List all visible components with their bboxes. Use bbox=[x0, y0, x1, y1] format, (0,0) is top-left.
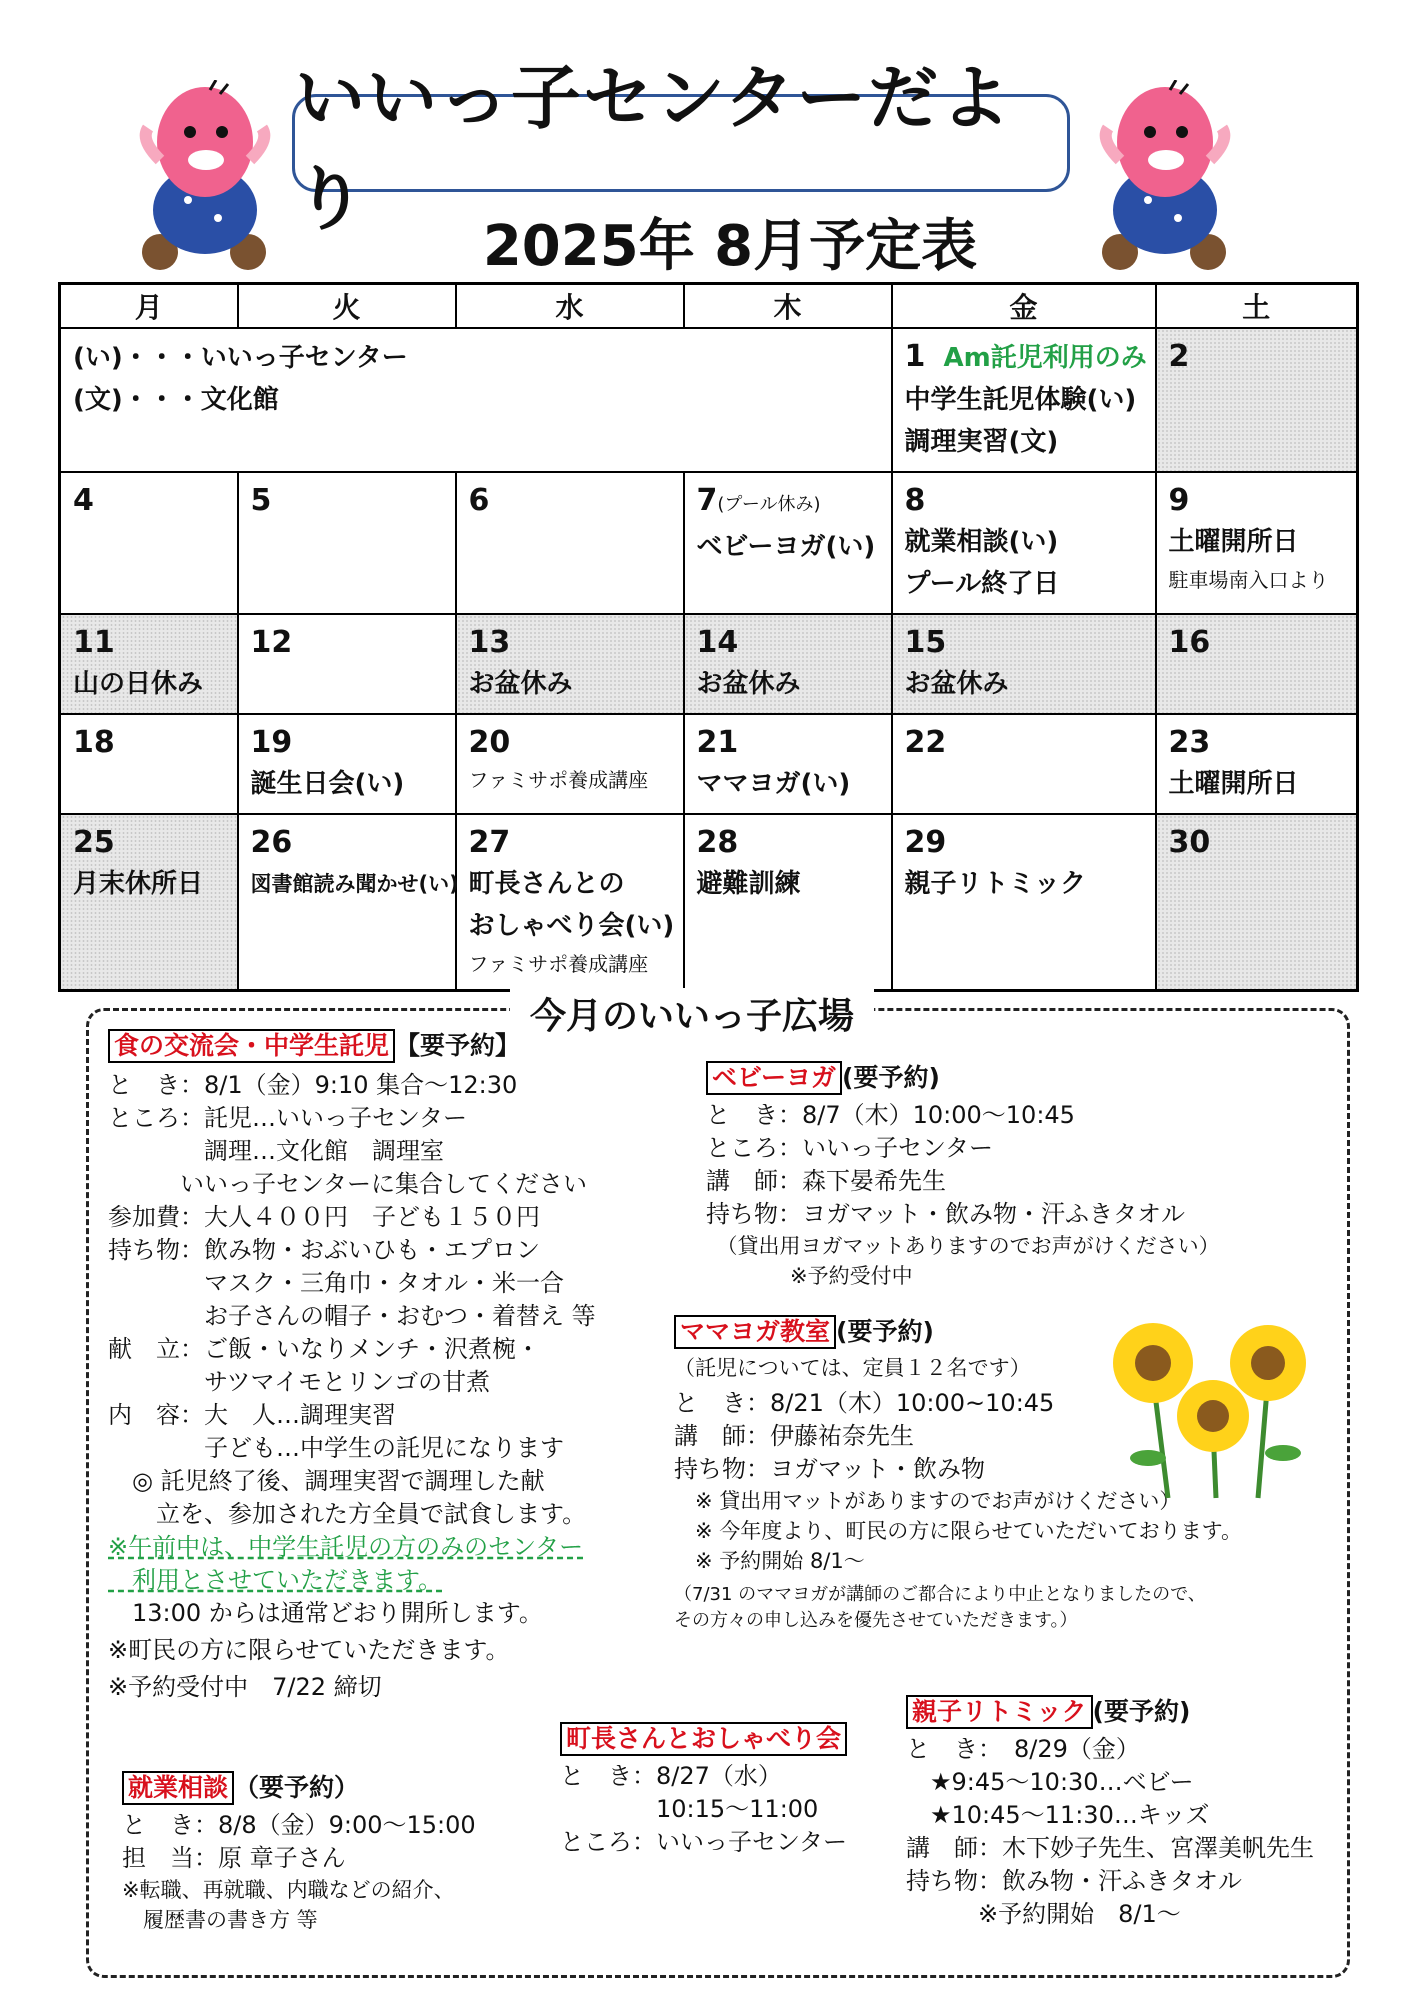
day-cell bbox=[1156, 814, 1358, 991]
food-line: 調理…文化館 調理室 bbox=[108, 1137, 444, 1165]
day-number: 29 bbox=[904, 824, 947, 860]
baby-yoga-req: (要予約) bbox=[842, 1063, 940, 1092]
baby-yoga-line: （貸出用ヨガマットありますのでお声がけください） bbox=[706, 1234, 1220, 1258]
day-cell bbox=[1156, 714, 1358, 814]
day-number: 13 bbox=[468, 624, 511, 660]
week-row bbox=[60, 714, 1358, 814]
day-cell bbox=[684, 714, 892, 814]
day-small-note: ファミサポ養成講座 bbox=[468, 767, 649, 792]
day-number: 26 bbox=[250, 824, 293, 860]
weekday-wed: 水 bbox=[456, 284, 684, 328]
day-note: (プール休み) bbox=[717, 493, 821, 515]
baby-yoga-line: 持ち物：ヨガマット・飲み物・汗ふきタオル bbox=[706, 1200, 1186, 1228]
day-cell bbox=[892, 814, 1156, 991]
day-number: 1 bbox=[904, 338, 926, 374]
page-subtitle: 2025年 8月予定表 bbox=[482, 214, 978, 279]
week-row bbox=[60, 814, 1358, 991]
day-cell bbox=[892, 472, 1156, 614]
mama-yoga-line: ※ 貸出用マットがありますのでお声がけください） bbox=[674, 1489, 1181, 1513]
day-event: 誕生日会(い) bbox=[250, 768, 405, 799]
day-event: 月末休所日 bbox=[73, 868, 204, 899]
day-event: 町長さんとの bbox=[468, 868, 625, 899]
day-number: 6 bbox=[468, 482, 490, 518]
day-number: 28 bbox=[696, 824, 739, 860]
day-event: 中学生託児体験(い) bbox=[904, 384, 1137, 415]
sunflower-icon bbox=[1108, 1308, 1318, 1508]
job-section bbox=[122, 1768, 542, 1935]
mama-yoga-line: ※ 予約開始 8/1～ bbox=[674, 1549, 865, 1573]
day-number: 22 bbox=[904, 724, 947, 760]
rhythmic-line: ★10:45～11:30…キッズ bbox=[906, 1801, 1210, 1829]
mama-yoga-line: ※ 今年度より、町民の方に限らせていただいております。 bbox=[674, 1519, 1242, 1543]
day-cell bbox=[684, 472, 892, 614]
mama-yoga-small-line: その方々の申し込みを優先させていただきます。） bbox=[674, 1610, 1078, 1631]
mama-yoga-req: (要予約) bbox=[836, 1317, 934, 1346]
day-cell bbox=[456, 714, 684, 814]
job-line: と き：8/8（金）9:00～15:00 bbox=[122, 1811, 476, 1839]
day-cell bbox=[684, 814, 892, 991]
calendar-table bbox=[58, 282, 1359, 992]
day-number: 18 bbox=[73, 724, 115, 760]
day-cell bbox=[1156, 472, 1358, 614]
day-number: 30 bbox=[1168, 824, 1211, 860]
food-tag: 食の交流会・中学生託児 bbox=[108, 1029, 395, 1063]
job-tag: 就業相談 bbox=[122, 1771, 234, 1805]
day-cell bbox=[238, 472, 456, 614]
rhythmic-line: 講 師：木下妙子先生、宮澤美帆先生 bbox=[906, 1834, 1314, 1862]
day-number: 21 bbox=[696, 724, 739, 760]
day-number: 9 bbox=[1168, 482, 1190, 518]
mayor-line: ところ：いいっ子センター bbox=[560, 1828, 848, 1856]
mayor-section bbox=[560, 1722, 880, 1859]
week-row bbox=[60, 614, 1358, 714]
day-event: 親子リトミック bbox=[904, 868, 1086, 899]
food-line: ※町民の方に限らせていただきます。 bbox=[108, 1636, 510, 1664]
baby-yoga-line: ところ：いいっ子センター bbox=[706, 1134, 994, 1162]
food-line: 13:00 からは通常どおり開所します。 bbox=[108, 1599, 543, 1627]
day-small-note: ファミサポ養成講座 bbox=[468, 951, 649, 976]
food-section bbox=[108, 1026, 668, 1704]
rhythmic-line: ※予約開始 8/1～ bbox=[906, 1900, 1181, 1928]
mascot-icon bbox=[130, 80, 280, 270]
mama-yoga-line: （託児については、定員１２名です） bbox=[674, 1356, 1031, 1380]
day-event: 調理実習(文) bbox=[904, 426, 1059, 457]
rhythmic-tag: 親子リトミック bbox=[906, 1695, 1093, 1729]
day-number: 5 bbox=[250, 482, 272, 518]
food-green-note: 利用とさせていただきます。 bbox=[108, 1566, 443, 1594]
weekday-sat: 土 bbox=[1156, 284, 1358, 328]
weekday-fri: 金 bbox=[892, 284, 1156, 328]
day-number: 4 bbox=[73, 482, 94, 518]
food-line: と き：8/1（金）9:10 集合～12:30 bbox=[108, 1071, 518, 1099]
food-line: ◎ 託児終了後、調理実習で調理した献 bbox=[108, 1467, 545, 1495]
job-line: 担 当：原 章子さん bbox=[122, 1844, 346, 1872]
day-cell bbox=[892, 714, 1156, 814]
mama-yoga-tag: ママヨガ教室 bbox=[674, 1315, 836, 1349]
food-line: お子さんの帽子・おむつ・着替え 等 bbox=[108, 1302, 596, 1330]
baby-yoga-section bbox=[706, 1058, 1326, 1291]
day-cell bbox=[1156, 614, 1358, 714]
mama-yoga-line: 講 師：伊藤祐奈先生 bbox=[674, 1422, 914, 1450]
day-event: お盆休み bbox=[696, 668, 801, 699]
food-line: いいっ子センターに集合してください bbox=[108, 1170, 588, 1198]
day-number: 15 bbox=[904, 624, 947, 660]
day-cell bbox=[456, 472, 684, 614]
day-cell bbox=[892, 328, 1156, 472]
food-line: 内 容：大 人…調理実習 bbox=[108, 1401, 396, 1429]
weekday-tue: 火 bbox=[238, 284, 456, 328]
food-line: ※予約受付中 7/22 締切 bbox=[108, 1673, 382, 1701]
food-line: 参加費：大人４００円 子ども１５０円 bbox=[108, 1203, 540, 1231]
day-cell bbox=[238, 714, 456, 814]
day-cell bbox=[456, 614, 684, 714]
day-cell bbox=[60, 714, 238, 814]
mama-yoga-line: と き：8/21（木）10:00~10:45 bbox=[674, 1389, 1055, 1417]
day-number: 8 bbox=[904, 482, 926, 518]
mascot-icon bbox=[1090, 80, 1240, 270]
page-title: いいっ子センターだより bbox=[295, 57, 1013, 240]
legend-cell bbox=[60, 328, 892, 472]
rhythmic-line: ★9:45～10:30…ベビー bbox=[906, 1768, 1194, 1796]
weekday-header bbox=[60, 284, 1358, 328]
day-event: 図書館読み聞かせ(い) bbox=[250, 871, 459, 896]
day-event: お盆休み bbox=[468, 668, 573, 699]
job-req: （要予約） bbox=[234, 1773, 360, 1802]
day-number: 12 bbox=[250, 624, 293, 660]
day-event: 土曜開所日 bbox=[1168, 526, 1299, 557]
day-event: ベビーヨガ(い) bbox=[696, 531, 876, 562]
week-row bbox=[60, 328, 1358, 472]
day-note: Am託児利用のみ bbox=[943, 342, 1147, 373]
day-event: おしゃべり会(い) bbox=[468, 910, 675, 941]
weekday-thu: 木 bbox=[684, 284, 892, 328]
day-event: 山の日休み bbox=[73, 668, 204, 699]
baby-yoga-tag: ベビーヨガ bbox=[706, 1061, 842, 1095]
day-number: 14 bbox=[696, 624, 739, 660]
food-line: サツマイモとリンゴの甘煮 bbox=[108, 1368, 491, 1396]
weekday-mon: 月 bbox=[60, 284, 238, 328]
food-line: 立を、参加された方全員で試食します。 bbox=[108, 1500, 587, 1528]
rhythmic-line: 持ち物：飲み物・汗ふきタオル bbox=[906, 1867, 1242, 1895]
day-cell bbox=[60, 472, 238, 614]
mayor-line: 10:15～11:00 bbox=[560, 1795, 819, 1823]
day-number: 11 bbox=[73, 624, 115, 660]
day-number: 27 bbox=[468, 824, 511, 860]
day-number: 7 bbox=[696, 482, 718, 518]
day-event: 避難訓練 bbox=[696, 868, 801, 899]
day-number: 20 bbox=[468, 724, 511, 760]
food-green-note: ※午前中は、中学生託児の方のみのセンター bbox=[108, 1533, 584, 1561]
food-line: 子ども…中学生の託児になります bbox=[108, 1434, 564, 1462]
job-line: ※転職、再就職、内職などの紹介、 bbox=[122, 1878, 455, 1902]
job-line: 履歴書の書き方 等 bbox=[122, 1908, 318, 1932]
mama-yoga-line: 持ち物：ヨガマット・飲み物 bbox=[674, 1455, 986, 1483]
day-event: プール終了日 bbox=[904, 568, 1060, 599]
food-line: 献 立：ご飯・いなりメンチ・沢煮椀・ bbox=[108, 1335, 540, 1363]
legend-item: (文)・・・文化館 bbox=[73, 384, 279, 415]
day-number: 23 bbox=[1168, 724, 1211, 760]
day-cell bbox=[238, 814, 459, 991]
day-event: 土曜開所日 bbox=[1168, 768, 1299, 799]
food-req: 【要予約】 bbox=[395, 1031, 521, 1060]
food-line: 持ち物：飲み物・おぶいひも・エプロン bbox=[108, 1236, 540, 1264]
day-cell bbox=[1156, 328, 1358, 472]
day-cell bbox=[892, 614, 1156, 714]
baby-yoga-line: 講 師：森下晏希先生 bbox=[706, 1167, 946, 1195]
day-small-note: 駐車場南入口より bbox=[1168, 567, 1329, 592]
food-line: マスク・三角巾・タオル・米一合 bbox=[108, 1269, 564, 1297]
title-box bbox=[292, 57, 1070, 240]
day-event: ママヨガ(い) bbox=[696, 768, 851, 799]
day-cell bbox=[456, 814, 684, 991]
day-number: 25 bbox=[73, 824, 115, 860]
baby-yoga-line: と き：8/7（木）10:00～10:45 bbox=[706, 1101, 1075, 1129]
rhythmic-line: と き： 8/29（金） bbox=[906, 1735, 1140, 1763]
mayor-tag: 町長さんとおしゃべり会 bbox=[560, 1722, 847, 1756]
day-event: 就業相談(い) bbox=[904, 526, 1059, 557]
day-event: お盆休み bbox=[904, 668, 1009, 699]
mayor-line: と き：8/27（水） bbox=[560, 1762, 782, 1790]
day-cell bbox=[60, 614, 238, 714]
plaza-title: 今月のいいっ子広場 bbox=[510, 988, 874, 1039]
legend-item: (い)・・・いいっ子センター bbox=[73, 342, 408, 373]
rhythmic-req: (要予約) bbox=[1092, 1697, 1191, 1726]
rhythmic-section bbox=[906, 1692, 1336, 1931]
food-line: ところ：託児…いいっ子センター bbox=[108, 1104, 468, 1132]
mama-yoga-small-line: （7/31 のママヨガが講師のご都合により中止となりましたので、 bbox=[674, 1584, 1206, 1605]
week-row bbox=[60, 472, 1358, 614]
baby-yoga-line: ※予約受付中 bbox=[706, 1264, 913, 1288]
day-cell bbox=[238, 614, 456, 714]
day-number: 19 bbox=[250, 724, 293, 760]
day-number: 16 bbox=[1168, 624, 1211, 660]
day-cell bbox=[60, 814, 238, 991]
day-number: 2 bbox=[1168, 338, 1190, 374]
day-cell bbox=[684, 614, 892, 714]
